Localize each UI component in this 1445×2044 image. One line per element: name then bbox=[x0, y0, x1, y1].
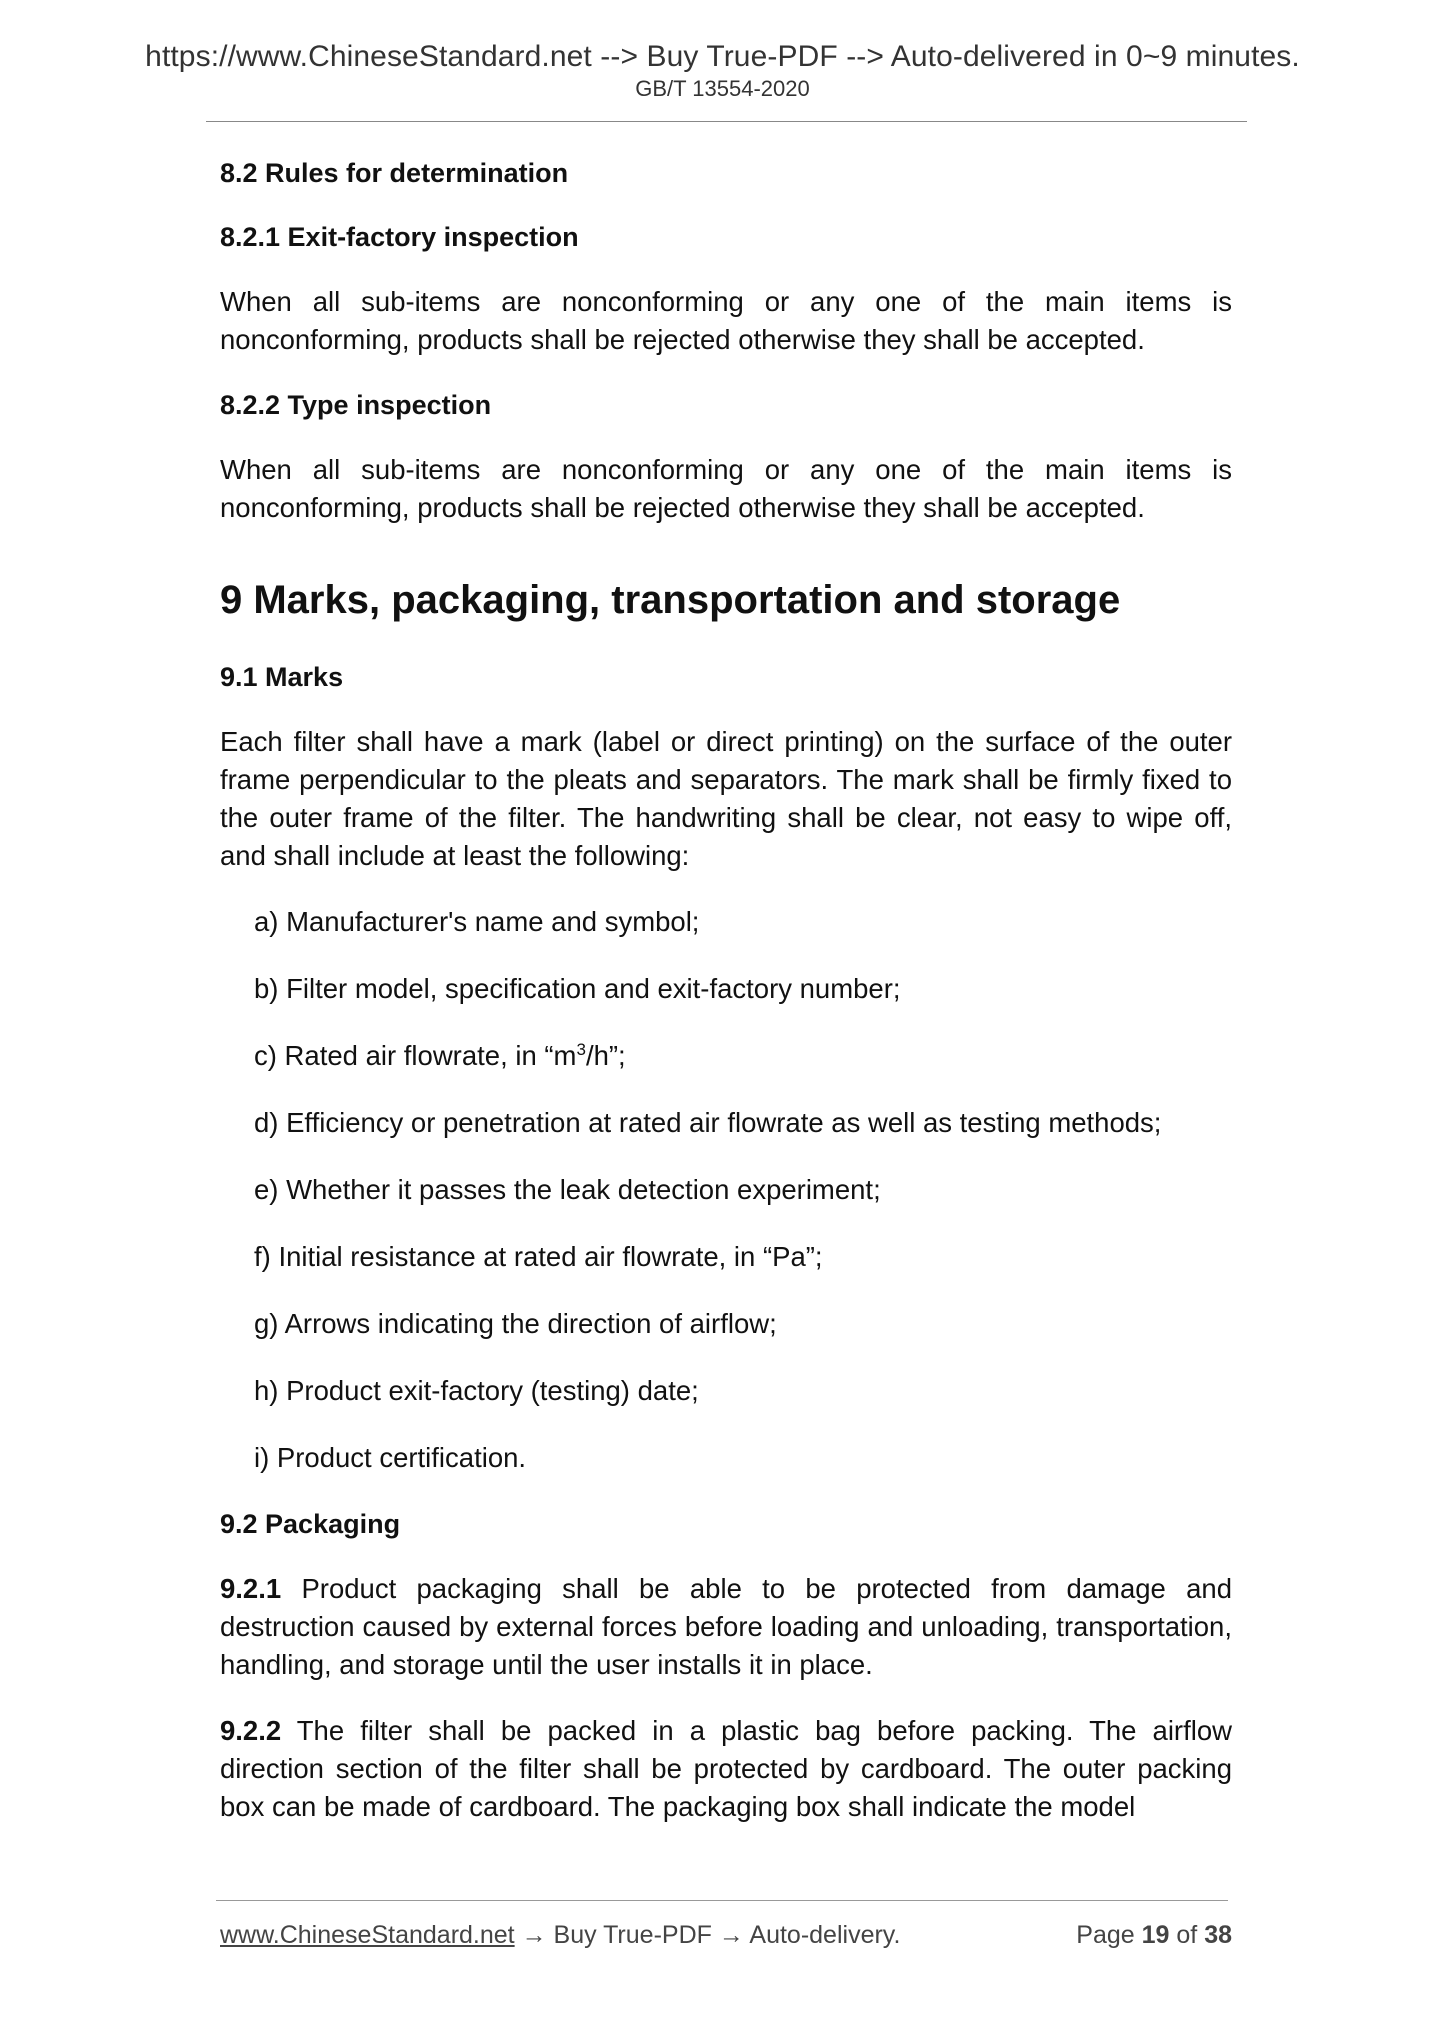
section-8-2-1-heading: 8.2.1 Exit-factory inspection bbox=[220, 222, 579, 252]
list-item-d: d) Efficiency or penetration at rated air flowrate as well as testing methods; bbox=[254, 1107, 1162, 1138]
list-item-i: i) Product certification. bbox=[254, 1442, 527, 1473]
header-divider bbox=[206, 121, 1247, 122]
footer-tagline: → Buy True-PDF → Auto-delivery. bbox=[514, 1921, 901, 1949]
section-8-2-heading: 8.2 Rules for determination bbox=[220, 158, 569, 188]
section-9-2-1-text bbox=[220, 1570, 1232, 1684]
of-label: of bbox=[1176, 1921, 1198, 1949]
section-9-heading: 9 Marks, packaging, transportation and storage bbox=[220, 578, 1121, 622]
section-8-2-1-text: When all sub-items are nonconforming or any one of the main items is nonconforming, products shall be rejected otherwise they shall be accepted. bbox=[220, 286, 1232, 355]
section-9-2-heading: 9.2 Packaging bbox=[220, 1509, 401, 1539]
total-pages: 38 bbox=[1204, 1921, 1232, 1949]
clause-number-9-2-2: 9.2.2 bbox=[220, 1715, 282, 1746]
section-9-1-heading: 9.1 Marks bbox=[220, 662, 344, 692]
document-body bbox=[220, 155, 1232, 1854]
section-8-2-2-heading: 8.2.2 Type inspection bbox=[220, 390, 492, 420]
top-banner: https://www.ChineseStandard.net --> Buy True-PDF --> Auto-delivered in 0~9 minutes. bbox=[145, 40, 1300, 73]
clause-number-9-2-1: 9.2.1 bbox=[220, 1573, 282, 1604]
list-item-a: a) Manufacturer's name and symbol; bbox=[254, 906, 700, 937]
section-8-2-2-text: When all sub-items are nonconforming or any one of the main items is nonconforming, products shall be rejected otherwise they shall be accepted. bbox=[220, 454, 1232, 523]
list-item-e: e) Whether it passes the leak detection experiment; bbox=[254, 1174, 881, 1205]
clause-9-2-1-body: Product packaging shall be able to be protected from damage and destruction caused by external forces before loading and unloading, transportation, handling, and storage until the user installs it in place. bbox=[220, 1573, 1232, 1680]
list-item-c-unit: /h”; bbox=[585, 1040, 626, 1071]
footer-divider bbox=[216, 1900, 1228, 1901]
list-item-b: b) Filter model, specification and exit-factory number; bbox=[254, 973, 901, 1004]
page-number: 19 bbox=[1141, 1921, 1170, 1949]
clause-9-2-2-body: The filter shall be packed in a plastic bag before packing. The airflow direction section of the filter shall be protected by cardboard. The outer packing box can be made of cardboard. The packaging box shall indicate the model bbox=[220, 1715, 1232, 1822]
section-9-2-2-text bbox=[220, 1712, 1232, 1826]
footer-site-link[interactable]: www.ChineseStandard.net bbox=[220, 1921, 515, 1949]
footer bbox=[220, 1921, 1232, 1950]
page-indicator bbox=[1076, 1921, 1232, 1950]
superscript-3: 3 bbox=[576, 1040, 586, 1059]
list-item-f: f) Initial resistance at rated air flowrate, in “Pa”; bbox=[254, 1241, 823, 1272]
list-item-g: g) Arrows indicating the direction of airflow; bbox=[254, 1308, 777, 1339]
list-item-h: h) Product exit-factory (testing) date; bbox=[254, 1375, 699, 1406]
list-item-c bbox=[254, 1037, 1232, 1075]
standard-code: GB/T 13554-2020 bbox=[635, 76, 810, 101]
section-9-1-text: Each filter shall have a mark (label or direct printing) on the surface of the outer frame perpendicular to the pleats and separators. The mark shall be firmly fixed to the outer frame of the filter. The handwriting shall be clear, not easy to wipe off, and shall include at least the following: bbox=[220, 726, 1232, 871]
page-label: Page bbox=[1076, 1921, 1135, 1949]
list-item-c-text: c) Rated air flowrate, in “m bbox=[254, 1040, 577, 1071]
